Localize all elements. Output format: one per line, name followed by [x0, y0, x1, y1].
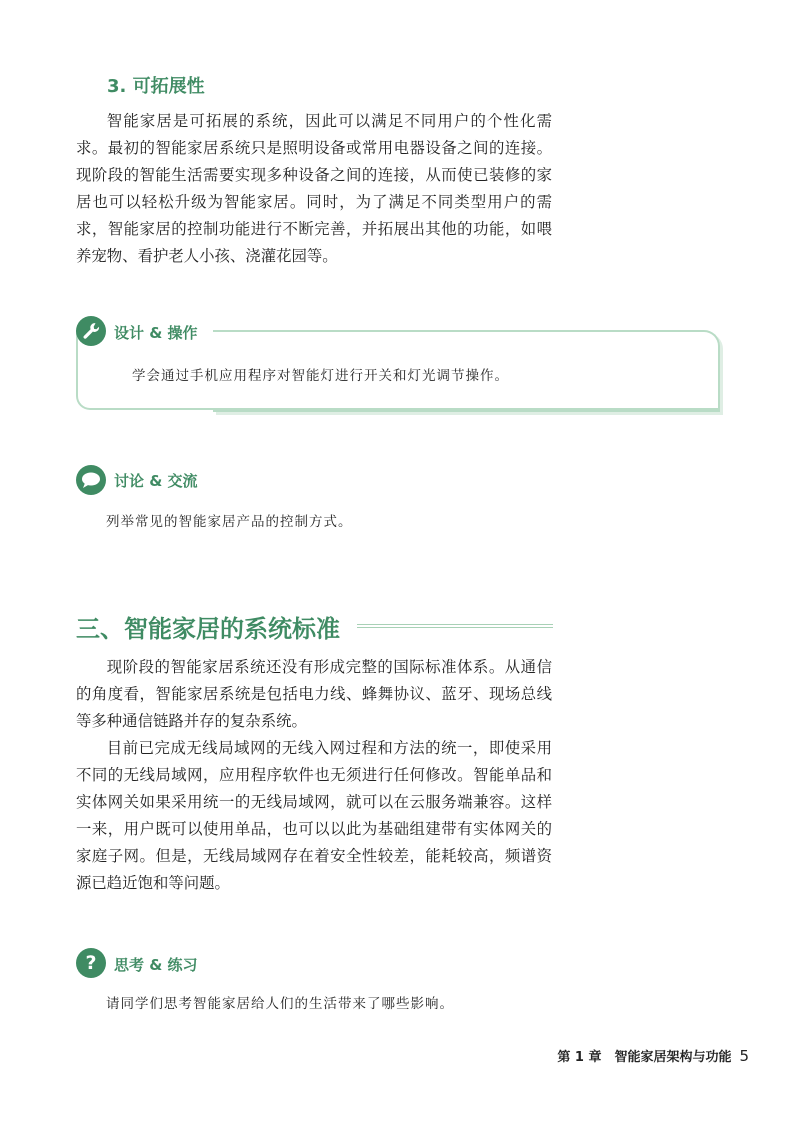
discussion-text: 列举常见的智能家居产品的控制方式。 — [106, 514, 353, 530]
design-operation-text: 学会通过手机应用程序对智能灯进行开关和灯光调节操作。 — [132, 368, 509, 384]
paragraph-extensibility: 智能家居是可拓展的系统，因此可以满足不同用户的个性化需求。最初的智能家居系统只是照明设备或常用电器设备之间的连接。现阶段的智能生活需要实现多种设备之间的连接，从而使已装修的家居也可以轻松升级为智能家居。同时，为了满足不同类型用户的需求，智能家居的控制功能进行不断完善，并拓展出其他的功能，如喂养宠物、看护老人小孩、浇灌花园等。 — [76, 112, 552, 265]
discussion-label: 讨论 & 交流 — [114, 472, 198, 490]
footer-chapter-title: 第 1 章 智能家居架构与功能 — [557, 1050, 732, 1065]
page-footer — [557, 1046, 749, 1065]
speech-bubble-icon — [76, 465, 106, 495]
page-number: 5 — [739, 1047, 749, 1065]
section-title-system-standards: 三、智能家居的系统标准 — [76, 615, 340, 643]
wrench-icon — [76, 316, 106, 346]
paragraph-standards-1: 现阶段的智能家居系统还没有形成完整的国际标准体系。从通信的角度看，智能家居系统是包括电力线、蜂舞协议、蓝牙、现场总线等多种通信链路并存的复杂系统。 — [76, 658, 552, 730]
subheading-extensibility: 3. 可拓展性 — [107, 76, 205, 97]
design-operation-label: 设计 & 操作 — [114, 324, 198, 342]
think-practice-label: 思考 & 练习 — [114, 956, 198, 974]
question-mark-icon: ? — [76, 948, 106, 978]
think-practice-text: 请同学们思考智能家居给人们的生活带来了哪些影响。 — [106, 996, 454, 1012]
paragraph-standards-2: 目前已完成无线局域网的无线入网过程和方法的统一，即使采用不同的无线局域网，应用程序软件也无须进行任何修改。智能单品和实体网关如果采用统一的无线局域网，就可以在云服务端兼容。这样一来，用户既可以使用单品，也可以以此为基础组建带有实体网关的家庭子网。但是，无线局域网存在着安全性较差，能耗较高，频谱资源已趋近饱和等问题。 — [76, 739, 552, 892]
title-decorative-rule — [357, 624, 553, 628]
